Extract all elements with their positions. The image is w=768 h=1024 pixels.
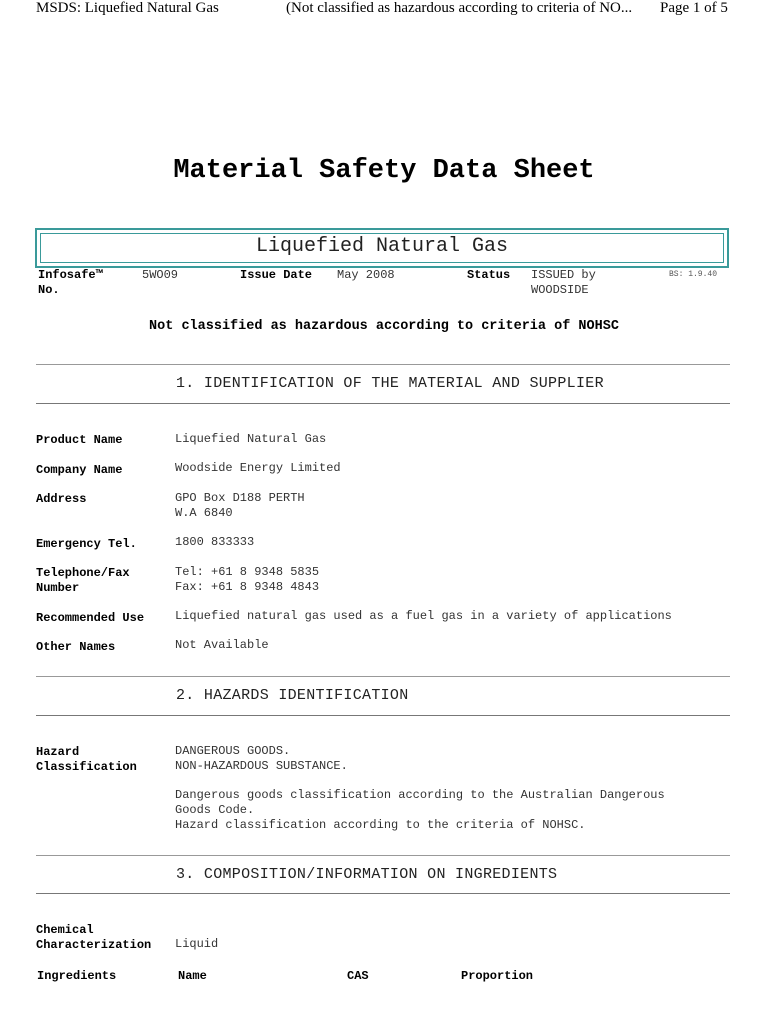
ingredients-col-cas: CAS [347, 969, 369, 983]
telfax-label-1: Telephone/Fax [36, 566, 130, 580]
hazard-line-2: NON-HAZARDOUS SUBSTANCE. [175, 759, 348, 773]
telephone-value: Tel: +61 8 9348 5835 [175, 565, 320, 579]
recommended-use-label: Recommended Use [36, 611, 145, 625]
chemical-characterization-label-1: Chemical [36, 923, 94, 937]
hazard-line-1: DANGEROUS GOODS. [175, 744, 291, 758]
section-rule [36, 364, 730, 365]
hazard-classification-label-1: Hazard [36, 745, 80, 759]
issue-date-value: May 2008 [337, 268, 395, 282]
infosafe-label-no: No. [38, 283, 60, 297]
doc-header-center: (Not classified as hazardous according to criteria of NO... [286, 0, 633, 16]
section-rule [36, 855, 730, 856]
issue-date-label: Issue Date [240, 268, 313, 282]
status-value-2: WOODSIDE [531, 283, 589, 297]
section-2-heading: 2. HAZARDS IDENTIFICATION [176, 687, 409, 704]
section-rule [36, 715, 730, 716]
version-tag: BS: 1.9.40 [669, 270, 718, 279]
address-label: Address [36, 492, 87, 506]
ingredients-col-proportion: Proportion [461, 969, 534, 983]
company-name-value: Woodside Energy Limited [175, 461, 341, 475]
hazard-line-4: Goods Code. [175, 803, 255, 817]
product-name-value: Liquefied Natural Gas [175, 432, 327, 446]
product-banner [35, 228, 729, 268]
hazard-line-3: Dangerous goods classification according to the Australian Dangerous [175, 788, 665, 802]
status-value-1: ISSUED by [531, 268, 596, 282]
fax-value: Fax: +61 8 9348 4843 [175, 580, 320, 594]
address-line-2: W.A 6840 [175, 506, 233, 520]
status-label: Status [467, 268, 511, 282]
hazard-classification-label-2: Classification [36, 760, 137, 774]
telfax-label-2: Number [36, 581, 80, 595]
ingredients-label: Ingredients [37, 969, 117, 983]
other-names-label: Other Names [36, 640, 116, 654]
infosafe-value: 5WO09 [142, 268, 179, 282]
ingredients-col-name: Name [178, 969, 207, 983]
section-3-heading: 3. COMPOSITION/INFORMATION ON INGREDIENTS [176, 866, 558, 883]
section-1-heading: 1. IDENTIFICATION OF THE MATERIAL AND SUPPLIER [176, 375, 604, 392]
hazard-line-5: Hazard classification according to the criteria of NOHSC. [175, 818, 586, 832]
emergency-tel-value: 1800 833333 [175, 535, 255, 549]
page-title: Material Safety Data Sheet [173, 156, 595, 186]
doc-header-left: MSDS: Liquefied Natural Gas [36, 0, 219, 16]
section-rule [36, 893, 730, 894]
chemical-characterization-value: Liquid [175, 937, 219, 951]
recommended-use-value: Liquefied natural gas used as a fuel gas in a variety of applications [175, 609, 672, 623]
product-name-label: Product Name [36, 433, 123, 447]
section-rule [36, 403, 730, 404]
section-rule [36, 676, 730, 677]
classification-notice: Not classified as hazardous according to criteria of NOHSC [149, 319, 619, 334]
other-names-value: Not Available [175, 638, 269, 652]
company-name-label: Company Name [36, 463, 123, 477]
doc-header-page: Page 1 of 5 [660, 0, 728, 16]
infosafe-label: Infosafe™ [38, 268, 103, 282]
product-banner-text: Liquefied Natural Gas [40, 233, 724, 263]
address-line-1: GPO Box D188 PERTH [175, 491, 305, 505]
chemical-characterization-label-2: Characterization [36, 938, 152, 952]
emergency-tel-label: Emergency Tel. [36, 537, 137, 551]
